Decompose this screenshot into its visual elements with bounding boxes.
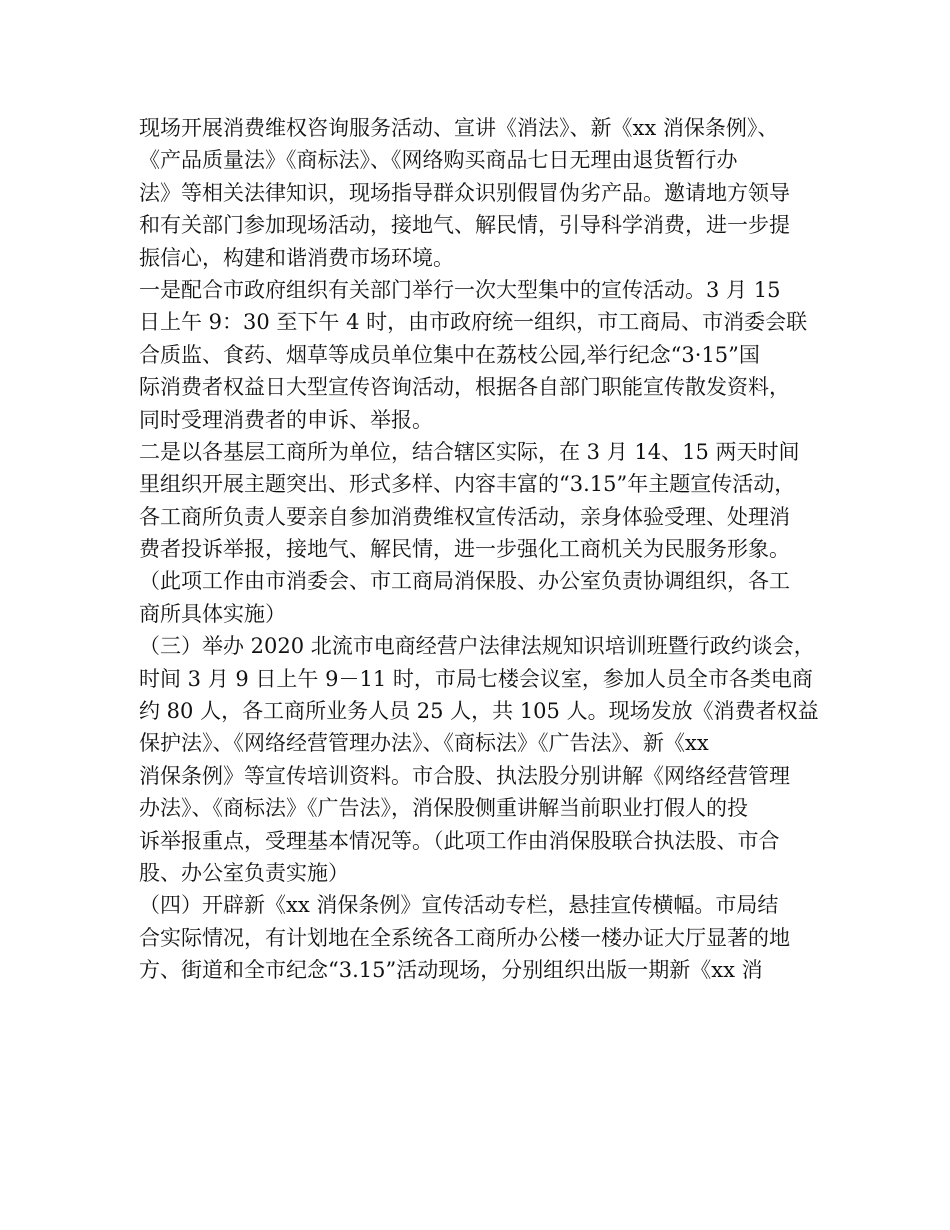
text-line: 里组织开展主题突出、形式多样、内容丰富的“3.15”年主题宣传活动， xyxy=(139,472,796,497)
text-line: （四）开辟新《xx 消保条例》宣传活动专栏，悬挂宣传横幅。市局结 xyxy=(139,893,779,918)
text-line: （此项工作由市消委会、市工商局消保股、办公室负责协调组织，各工 xyxy=(139,569,790,594)
text-line: 一是配合市政府组织有关部门举行一次大型集中的宣传活动。3 月 15 xyxy=(139,277,781,302)
text-line: 同时受理消费者的申诉、举报。 xyxy=(139,407,433,432)
text-line: 商所具体实施） xyxy=(139,601,286,626)
text-line: 方、街道和全市纪念“3.15”活动现场，分别组织出版一期新《xx 消 xyxy=(139,958,763,983)
text-line: 合实际情况，有计划地在全系统各工商所办公楼一楼办证大厅显著的地 xyxy=(139,925,790,950)
text-line: 消保条例》等宣传培训资料。市合股、执法股分别讲解《网络经营管理 xyxy=(139,763,790,788)
text-line: 约 80 人，各工商所业务人员 25 人，共 105 人。现场发放《消费者权益 xyxy=(139,699,819,724)
text-line: 时间 3 月 9 日上午 9－11 时，市局七楼会议室，参加人员全市各类电商 xyxy=(139,666,813,691)
text-line: 二是以各基层工商所为单位，结合辖区实际，在 3 月 14、15 两天时间 xyxy=(139,439,800,464)
text-line: 现场开展消费维权咨询服务活动、宣讲《消法》、新《xx 消保条例》、 xyxy=(139,116,779,140)
text-line: 办法》、《商标法》《广告法》，消保股侧重讲解当前职业打假人的投 xyxy=(139,796,748,821)
text-line: 诉举报重点，受理基本情况等。（此项工作由消保股联合执法股、市合 xyxy=(139,828,780,853)
text-line: 日上午 9：30 至下午 4 时，由市政府统一组织，市工商局、市消委会联 xyxy=(139,310,808,335)
text-line: 合质监、食药、烟草等成员单位集中在荔枝公园,举行纪念“3·15”国 xyxy=(139,342,760,367)
text-line: 和有关部门参加现场活动，接地气、解民情，引导科学消费，进一步提 xyxy=(139,213,790,238)
text-line: 际消费者权益日大型宣传咨询活动，根据各自部门职能宣传散发资料， xyxy=(139,375,790,400)
document-body xyxy=(139,112,819,987)
text-line: 法》等相关法律知识，现场指导群众识别假冒伪劣产品。邀请地方领导 xyxy=(139,180,790,205)
text-line: 各工商所负责人要亲自参加消费维权宣传活动，亲身体验受理、处理消 xyxy=(139,504,790,529)
text-line: 股、办公室负责实施） xyxy=(139,860,349,885)
text-line: 《产品质量法》《商标法》、《网络购买商品七日无理由退货暂行办 xyxy=(139,148,738,173)
text-line: 保护法》、《网络经营管理办法》、《商标法》《广告法》、新《xx xyxy=(139,731,709,756)
text-line: 振信心，构建和谐消费市场环境。 xyxy=(139,245,454,270)
text-line: 费者投诉举报，接地气、解民情，进一步强化工商机关为民服务形象。 xyxy=(139,537,790,562)
text-line: （三）举办 2020 北流市电商经营户法律法规知识培训班暨行政约谈会， xyxy=(139,634,815,659)
